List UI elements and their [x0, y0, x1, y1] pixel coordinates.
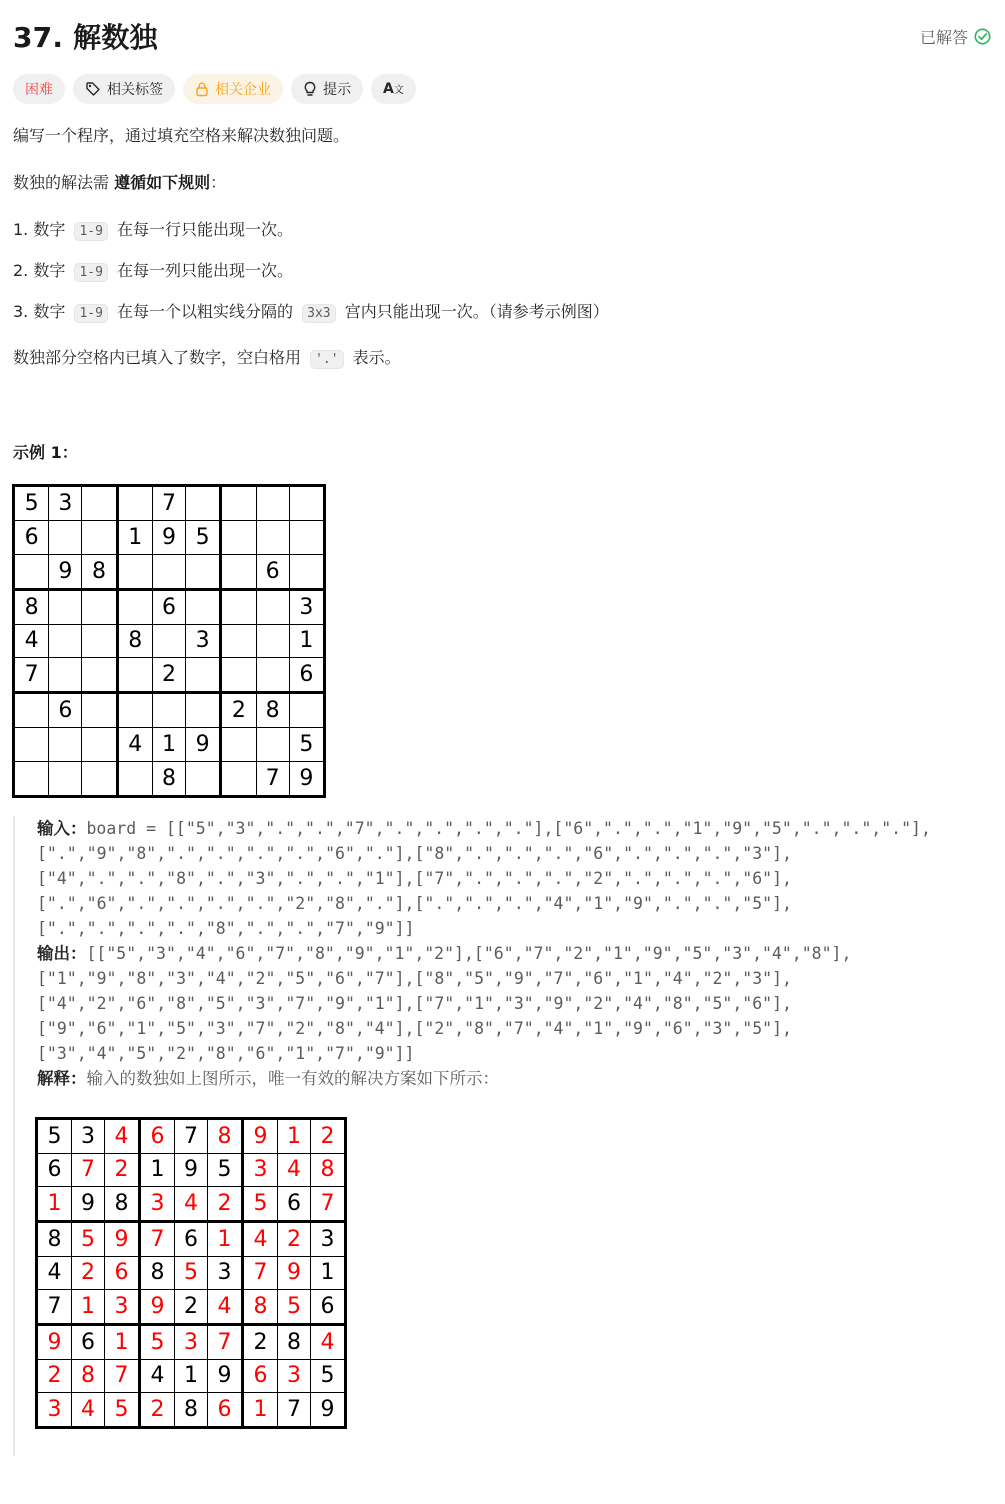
sudoku-cell: 5 — [186, 520, 221, 554]
sudoku-row — [14, 728, 325, 762]
rule-3-box-code: 3x3 — [302, 304, 335, 323]
sudoku-cell: 4 — [278, 1153, 311, 1186]
sudoku-cell: 6 — [242, 1359, 277, 1392]
sudoku-cell: 4 — [117, 728, 152, 762]
sudoku-cell: 2 — [221, 693, 256, 728]
rule-2-code: 1-9 — [74, 263, 107, 282]
sudoku-cell — [49, 658, 82, 693]
problem-title[interactable]: 37. 解数独 — [13, 21, 158, 54]
sudoku-cell — [82, 486, 117, 521]
sudoku-cell: 1 — [278, 1119, 311, 1154]
sudoku-cell: 4 — [104, 1119, 139, 1154]
sudoku-cell: 8 — [310, 1153, 345, 1186]
title-row — [13, 14, 991, 58]
rule-3-code: 1-9 — [74, 304, 107, 323]
sudoku-cell — [49, 624, 82, 658]
sudoku-cell: 3 — [37, 1393, 72, 1428]
sudoku-cell: 7 — [139, 1221, 174, 1256]
sudoku-cell: 4 — [139, 1359, 174, 1392]
sudoku-cell: 4 — [242, 1221, 277, 1256]
sudoku-cell: 5 — [310, 1359, 345, 1392]
sudoku-cell — [256, 728, 289, 762]
lock-icon — [195, 81, 209, 97]
sudoku-cell: 7 — [242, 1256, 277, 1289]
sudoku-cell — [49, 520, 82, 554]
sudoku-cell: 1 — [117, 520, 152, 554]
sudoku-cell — [152, 693, 185, 728]
sudoku-cell: 6 — [49, 693, 82, 728]
sudoku-cell — [221, 589, 256, 624]
rule-1: 1. 数字 1-9 在每一行只能出现一次。 — [13, 220, 294, 239]
sudoku-cell — [186, 761, 221, 796]
sudoku-cell — [82, 624, 117, 658]
sudoku-cell: 4 — [207, 1290, 242, 1325]
sudoku-cell — [221, 554, 256, 589]
sudoku-cell — [49, 728, 82, 762]
sudoku-cell — [117, 554, 152, 589]
sudoku-cell — [117, 589, 152, 624]
sudoku-cell: 9 — [289, 761, 324, 796]
sudoku-cell: 5 — [72, 1221, 105, 1256]
difficulty-label: 困难 — [25, 82, 53, 98]
sudoku-cell: 8 — [139, 1256, 174, 1289]
sudoku-cell — [49, 589, 82, 624]
sudoku-row — [37, 1324, 346, 1359]
sudoku-cell: 3 — [207, 1256, 242, 1289]
sudoku-cell — [49, 761, 82, 796]
hint-button[interactable] — [291, 74, 363, 104]
sudoku-cell — [117, 658, 152, 693]
sudoku-cell: 7 — [37, 1290, 72, 1325]
sudoku-cell: 7 — [14, 658, 49, 693]
sudoku-cell — [152, 554, 185, 589]
sudoku-cell: 8 — [207, 1119, 242, 1154]
sudoku-cell: 7 — [207, 1324, 242, 1359]
sudoku-cell: 5 — [104, 1393, 139, 1428]
sudoku-cell: 8 — [72, 1359, 105, 1392]
sudoku-cell — [14, 728, 49, 762]
sudoku-cell: 4 — [175, 1187, 208, 1222]
sudoku-cell: 3 — [49, 486, 82, 521]
sudoku-cell — [14, 554, 49, 589]
input-value-line: [".","6",".",".",".",".","2","8","."],[".",".",".","4","1","9",".",".","5"], — [37, 894, 792, 913]
sudoku-solution-image — [35, 1117, 347, 1429]
sudoku-row — [37, 1393, 346, 1428]
sudoku-cell: 2 — [104, 1153, 139, 1186]
hint-label: 提示 — [323, 82, 351, 98]
sudoku-row — [14, 761, 325, 796]
sudoku-cell: 7 — [310, 1187, 345, 1222]
sudoku-cell — [186, 589, 221, 624]
output-value-line: ["9","6","1","5","3","7","2","8","4"],["2","8","7","4","1","9","6","3","5"], — [37, 1019, 792, 1038]
sudoku-cell — [221, 624, 256, 658]
sudoku-cell: 8 — [14, 589, 49, 624]
sudoku-cell — [186, 486, 221, 521]
sudoku-cell: 9 — [242, 1119, 277, 1154]
tag-icon — [85, 81, 101, 97]
sudoku-cell: 9 — [72, 1187, 105, 1222]
sudoku-cell — [82, 693, 117, 728]
sudoku-cell: 3 — [139, 1187, 174, 1222]
input-value-line: [".",".",".",".","8",".",".","7","9"]] — [37, 919, 415, 938]
sudoku-cell — [289, 520, 324, 554]
sudoku-cell: 2 — [207, 1187, 242, 1222]
sudoku-row — [14, 554, 325, 589]
lightbulb-icon — [303, 81, 317, 97]
sudoku-cell: 1 — [104, 1324, 139, 1359]
sudoku-cell: 2 — [37, 1359, 72, 1392]
sudoku-cell — [152, 624, 185, 658]
sudoku-cell: 9 — [104, 1221, 139, 1256]
sudoku-cell: 3 — [72, 1119, 105, 1154]
sudoku-cell: 3 — [242, 1153, 277, 1186]
sudoku-cell: 8 — [37, 1221, 72, 1256]
sudoku-cell — [117, 761, 152, 796]
sudoku-cell — [256, 658, 289, 693]
sudoku-row — [14, 658, 325, 693]
sudoku-row — [37, 1359, 346, 1392]
sudoku-cell: 9 — [310, 1393, 345, 1428]
sudoku-cell — [256, 589, 289, 624]
output-line — [37, 941, 998, 966]
sudoku-cell: 8 — [104, 1187, 139, 1222]
sudoku-cell: 4 — [14, 624, 49, 658]
sudoku-cell: 1 — [175, 1359, 208, 1392]
sudoku-row — [14, 589, 325, 624]
sudoku-cell: 6 — [72, 1324, 105, 1359]
sudoku-cell: 6 — [152, 589, 185, 624]
sudoku-cell — [82, 761, 117, 796]
sudoku-cell — [14, 761, 49, 796]
sudoku-cell: 8 — [242, 1290, 277, 1325]
explain-label: 解释： — [37, 1069, 87, 1088]
sudoku-cell: 8 — [256, 693, 289, 728]
output-value-line: ["1","9","8","3","4","2","5","6","7"],["8","5","9","7","6","1","4","2","3"], — [37, 969, 792, 988]
sudoku-cell: 9 — [49, 554, 82, 589]
sudoku-cell: 5 — [175, 1256, 208, 1289]
sudoku-cell: 5 — [14, 486, 49, 521]
sudoku-cell: 4 — [310, 1324, 345, 1359]
sudoku-cell — [117, 486, 152, 521]
related-companies-label: 相关企业 — [215, 82, 271, 98]
description-intro: 编写一个程序，通过填充空格来解决数独问题。 — [13, 126, 350, 145]
sudoku-cell: 1 — [310, 1256, 345, 1289]
sudoku-cell — [289, 486, 324, 521]
solved-status — [920, 25, 991, 48]
sudoku-cell — [186, 554, 221, 589]
output-value-line: ["3","4","5","2","8","6","1","7","9"]] — [37, 1044, 415, 1063]
explain-text: 输入的数独如上图所示，唯一有效的解决方案如下所示： — [86, 1069, 499, 1088]
sudoku-row — [37, 1119, 346, 1154]
sudoku-cell: 5 — [278, 1290, 311, 1325]
sudoku-cell — [14, 693, 49, 728]
output-label: 输出： — [37, 944, 87, 963]
sudoku-cell: 2 — [139, 1393, 174, 1428]
rule-2: 2. 数字 1-9 在每一列只能出现一次。 — [13, 261, 294, 280]
rule-1-code: 1-9 — [74, 222, 107, 241]
sudoku-row — [14, 693, 325, 728]
sudoku-cell — [221, 761, 256, 796]
sudoku-cell: 4 — [72, 1393, 105, 1428]
sudoku-cell: 7 — [278, 1393, 311, 1428]
sudoku-row — [37, 1221, 346, 1256]
sudoku-cell — [82, 520, 117, 554]
sudoku-cell — [82, 589, 117, 624]
sudoku-cell: 6 — [139, 1119, 174, 1154]
related-tags-button[interactable] — [73, 74, 175, 104]
sudoku-cell: 6 — [37, 1153, 72, 1186]
blank-note: 数独部分空格内已填入了数字，空白格用 '.' 表示。 — [13, 348, 401, 367]
output-value-line: [["5","3","4","6","7","8","9","1","2"],["6","7","2","1","9","5","3","4","8"], — [86, 944, 852, 963]
sudoku-cell: 8 — [175, 1393, 208, 1428]
sudoku-cell: 1 — [72, 1290, 105, 1325]
sudoku-cell: 8 — [82, 554, 117, 589]
sudoku-cell — [186, 658, 221, 693]
sudoku-cell: 9 — [207, 1359, 242, 1392]
sudoku-cell: 7 — [72, 1153, 105, 1186]
translate-icon: A文 — [383, 81, 404, 97]
sudoku-cell — [256, 486, 289, 521]
sudoku-cell — [221, 728, 256, 762]
sudoku-cell: 5 — [139, 1324, 174, 1359]
rule-3: 3. 数字 1-9 在每一个以粗实线分隔的 3x3 宫内只能出现一次。（请参考示例图） — [13, 302, 609, 321]
sudoku-cell — [186, 693, 221, 728]
difficulty-badge[interactable] — [13, 74, 65, 104]
sudoku-cell — [289, 554, 324, 589]
sudoku-cell: 9 — [152, 520, 185, 554]
sudoku-cell: 3 — [104, 1290, 139, 1325]
sudoku-cell: 2 — [310, 1119, 345, 1154]
sudoku-cell — [82, 728, 117, 762]
sudoku-cell: 7 — [256, 761, 289, 796]
sudoku-cell: 1 — [242, 1393, 277, 1428]
sudoku-cell — [289, 693, 324, 728]
sudoku-cell: 6 — [207, 1393, 242, 1428]
sudoku-cell: 3 — [186, 624, 221, 658]
sudoku-cell: 1 — [37, 1187, 72, 1222]
sudoku-cell: 8 — [278, 1324, 311, 1359]
rules-heading: 数独的解法需 遵循如下规则： — [13, 173, 227, 192]
sudoku-row — [14, 486, 325, 521]
sudoku-row — [14, 520, 325, 554]
sudoku-cell: 9 — [139, 1290, 174, 1325]
sudoku-cell — [221, 520, 256, 554]
sudoku-cell: 2 — [175, 1290, 208, 1325]
rules-bold: 遵循如下规则 — [114, 173, 211, 192]
sudoku-row — [37, 1153, 346, 1186]
sudoku-cell: 5 — [37, 1119, 72, 1154]
sudoku-cell — [117, 693, 152, 728]
sudoku-cell: 1 — [207, 1221, 242, 1256]
input-value-line: board = [["5","3",".",".","7",".",".",".","."],["6",".",".","1","9","5",".",".","."], — [86, 819, 931, 838]
sudoku-cell: 8 — [152, 761, 185, 796]
translate-button[interactable] — [371, 74, 416, 104]
sudoku-cell: 1 — [289, 624, 324, 658]
sudoku-cell: 3 — [289, 589, 324, 624]
sudoku-cell: 6 — [310, 1290, 345, 1325]
sudoku-cell: 6 — [289, 658, 324, 693]
sudoku-cell: 5 — [242, 1187, 277, 1222]
solved-label: 已解答 — [919, 27, 968, 47]
sudoku-cell: 3 — [175, 1324, 208, 1359]
sudoku-cell: 6 — [256, 554, 289, 589]
sudoku-cell: 3 — [278, 1359, 311, 1392]
sudoku-cell: 6 — [175, 1221, 208, 1256]
sudoku-cell: 6 — [14, 520, 49, 554]
input-value-line: ["4",".",".","8",".","3",".",".","1"],["7",".",".",".","2",".",".",".","6"], — [37, 869, 792, 888]
tags-row — [13, 74, 416, 104]
input-label: 输入： — [37, 819, 87, 838]
sudoku-cell: 4 — [37, 1256, 72, 1289]
related-tags-label: 相关标签 — [107, 82, 163, 98]
sudoku-cell: 9 — [186, 728, 221, 762]
sudoku-row — [14, 624, 325, 658]
sudoku-cell: 3 — [310, 1221, 345, 1256]
check-circle-icon — [974, 28, 991, 45]
sudoku-cell: 5 — [207, 1153, 242, 1186]
example-title: 示例 1： — [13, 443, 78, 462]
sudoku-cell: 6 — [278, 1187, 311, 1222]
sudoku-row — [37, 1256, 346, 1289]
sudoku-cell: 2 — [278, 1221, 311, 1256]
blank-code: '.' — [310, 350, 343, 369]
sudoku-cell: 2 — [152, 658, 185, 693]
sudoku-cell — [221, 658, 256, 693]
sudoku-cell: 5 — [289, 728, 324, 762]
sudoku-cell: 7 — [152, 486, 185, 521]
input-value-line: [".","9","8",".",".",".",".","6","."],["8",".",".",".","6",".",".",".","3"], — [37, 844, 792, 863]
sudoku-cell: 1 — [152, 728, 185, 762]
sudoku-cell: 7 — [175, 1119, 208, 1154]
related-companies-button[interactable] — [183, 74, 283, 104]
sudoku-cell: 9 — [278, 1256, 311, 1289]
output-value-line: ["4","2","6","8","5","3","7","9","1"],["7","1","3","9","2","4","8","5","6"], — [37, 994, 792, 1013]
sudoku-cell: 2 — [242, 1324, 277, 1359]
explain-line — [37, 1066, 998, 1091]
sudoku-row — [37, 1187, 346, 1222]
sudoku-cell: 2 — [72, 1256, 105, 1289]
sudoku-cell — [82, 658, 117, 693]
sudoku-row — [37, 1290, 346, 1325]
sudoku-cell: 7 — [104, 1359, 139, 1392]
sudoku-cell: 9 — [37, 1324, 72, 1359]
sudoku-cell — [256, 624, 289, 658]
sudoku-cell — [221, 486, 256, 521]
sudoku-cell: 6 — [104, 1256, 139, 1289]
sudoku-cell: 9 — [175, 1153, 208, 1186]
sudoku-cell — [256, 520, 289, 554]
sudoku-puzzle-image — [12, 484, 326, 798]
sudoku-cell: 1 — [139, 1153, 174, 1186]
sudoku-cell: 8 — [117, 624, 152, 658]
input-line — [37, 816, 998, 841]
